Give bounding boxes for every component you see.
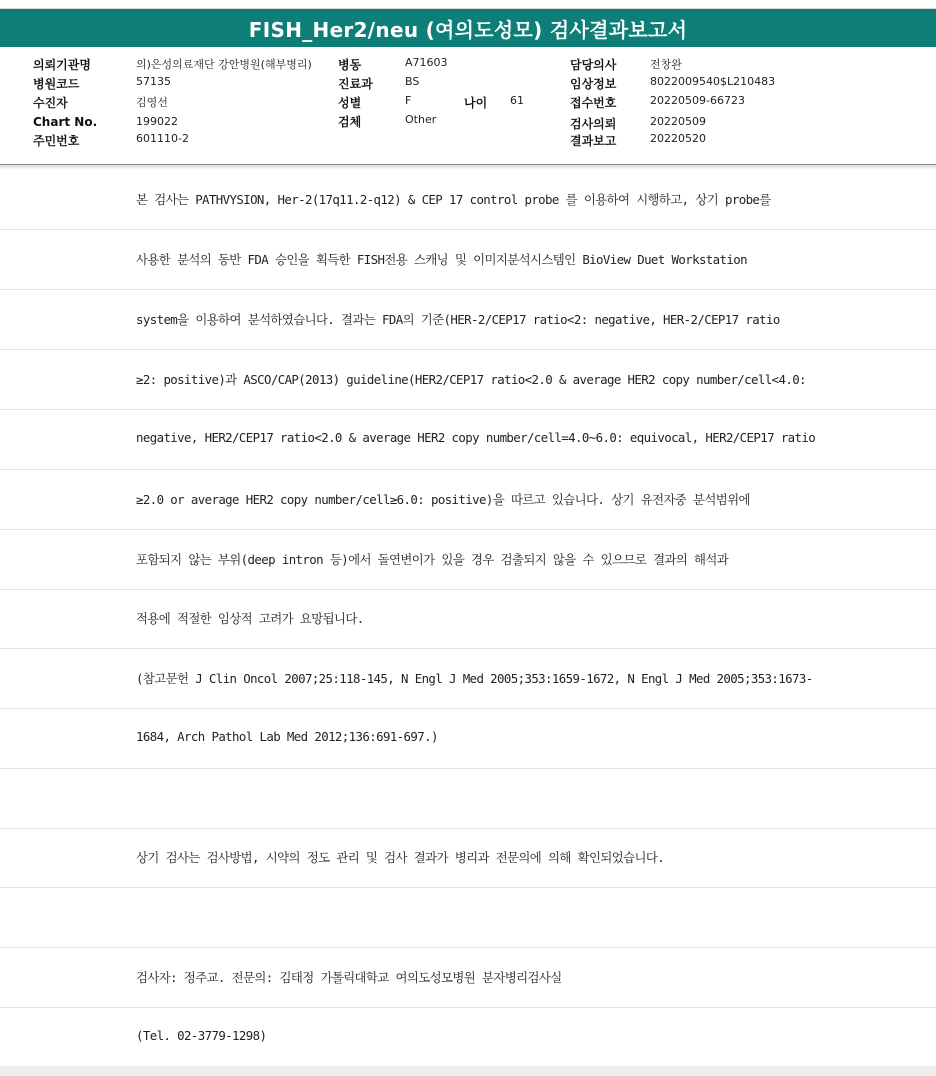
report-line	[0, 170, 936, 230]
specimen-label: 검체	[338, 115, 362, 129]
report-line	[0, 828, 936, 888]
ward-label: 병동	[338, 58, 362, 72]
receipt-no-label: 접수번호	[570, 96, 617, 110]
report-line-text: system을 이용하여 분석하였습니다. 결과는 FDA의 기준(HER-2/CEP17 ratio<2: negative, HER-2/CEP17 ratio	[136, 312, 780, 327]
report-line-text: negative, HER2/CEP17 ratio<2.0 & average HER2 copy number/cell=4.0~6.0: equivocal, HER2/CEP17 ratio	[136, 430, 816, 445]
report-title: FISH_Her2/neu (여의도성모) 검사결과보고서	[0, 8, 936, 48]
request-date-label: 검사의뢰	[570, 117, 617, 131]
ward-value: A71603	[405, 56, 448, 69]
dept-label: 진료과	[338, 77, 373, 91]
doctor-label: 담당의사	[570, 58, 617, 72]
report-line-text: 적용에 적절한 임상적 고려가 요망됩니다.	[136, 611, 364, 626]
report-line	[0, 230, 936, 290]
doctor-value: 전창완	[650, 58, 682, 71]
report-line	[0, 948, 936, 1008]
resident-no-value: 601110-2	[136, 132, 189, 145]
report-line-text: (참고문헌 J Clin Oncol 2007;25:118-145, N Engl J Med 2005;353:1659-1672, N Engl J Med 2005;353:1673-	[136, 671, 813, 686]
patient-value: 김영선	[136, 96, 168, 109]
report-line	[0, 350, 936, 410]
report-line	[0, 649, 936, 709]
report-line-text: ≥2: positive)과 ASCO/CAP(2013) guideline(HER2/CEP17 ratio<2.0 & average HER2 copy number/cell<4.0:	[136, 372, 806, 387]
institution-value: 의)은성의료재단 강안병원(해부병리)	[136, 58, 312, 71]
patient-info-panel	[0, 47, 936, 165]
report-line	[0, 410, 936, 470]
patient-label: 수진자	[33, 96, 68, 110]
clinical-info-label: 임상정보	[570, 77, 617, 91]
report-line-text: ≥2.0 or average HER2 copy number/cell≥6.0: positive)을 따르고 있습니다. 상기 유전자중 분석범위에	[136, 492, 750, 507]
report-line-text: 본 검사는 PATHVYSION, Her-2(17q11.2-q12) & CEP 17 control probe 를 이용하여 시행하고, 상기 probe를	[136, 192, 771, 207]
report-line	[0, 1008, 936, 1068]
request-date-value: 20220509	[650, 115, 706, 128]
institution-label: 의뢰기관명	[33, 58, 91, 72]
report-line-text: 검사자: 정주교. 전문의: 김태정 가톨릭대학교 여의도성모병원 분자병리검사실	[136, 970, 562, 985]
hospital-code-label: 병원코드	[33, 77, 80, 91]
report-line-text: 1684, Arch Pathol Lab Med 2012;136:691-697.)	[136, 729, 438, 744]
report-line-text: 포함되지 않는 부위(deep intron 등)에서 돌연변이가 있을 경우 검출되지 않을 수 있으므로 결과의 해석과	[136, 552, 729, 567]
report-line	[0, 470, 936, 530]
resident-no-label: 주민번호	[33, 134, 80, 148]
report-line	[0, 530, 936, 590]
report-line-text: 사용한 분석의 동반 FDA 승인을 획득한 FISH전용 스캐닝 및 이미지분석시스템인 BioView Duet Workstation	[136, 252, 747, 267]
age-value: 61	[510, 94, 524, 107]
bottom-scroll-area	[0, 1066, 936, 1076]
dept-value: BS	[405, 75, 420, 88]
chart-no-value: 199022	[136, 115, 178, 128]
report-line-text: (Tel. 02-3779-1298)	[136, 1028, 267, 1043]
report-line	[0, 589, 936, 649]
report-line	[0, 709, 936, 769]
chart-no-label: Chart No.	[33, 115, 98, 129]
report-line	[0, 888, 936, 948]
report-line-text: 상기 검사는 검사방법, 시약의 정도 관리 및 검사 결과가 병리과 전문의에 의해 확인되었습니다.	[136, 850, 665, 865]
report-date-label: 결과보고	[570, 134, 617, 148]
report-date-value: 20220520	[650, 132, 706, 145]
specimen-value: Other	[405, 113, 437, 126]
report-line	[0, 290, 936, 350]
receipt-no-value: 20220509-66723	[650, 94, 745, 107]
clinical-info-value: 8022009540$L210483	[650, 75, 776, 88]
report-line	[0, 769, 936, 829]
sex-label: 성별	[338, 96, 362, 110]
age-label: 나이	[464, 96, 488, 110]
sex-value: F	[405, 94, 412, 107]
hospital-code-value: 57135	[136, 75, 171, 88]
